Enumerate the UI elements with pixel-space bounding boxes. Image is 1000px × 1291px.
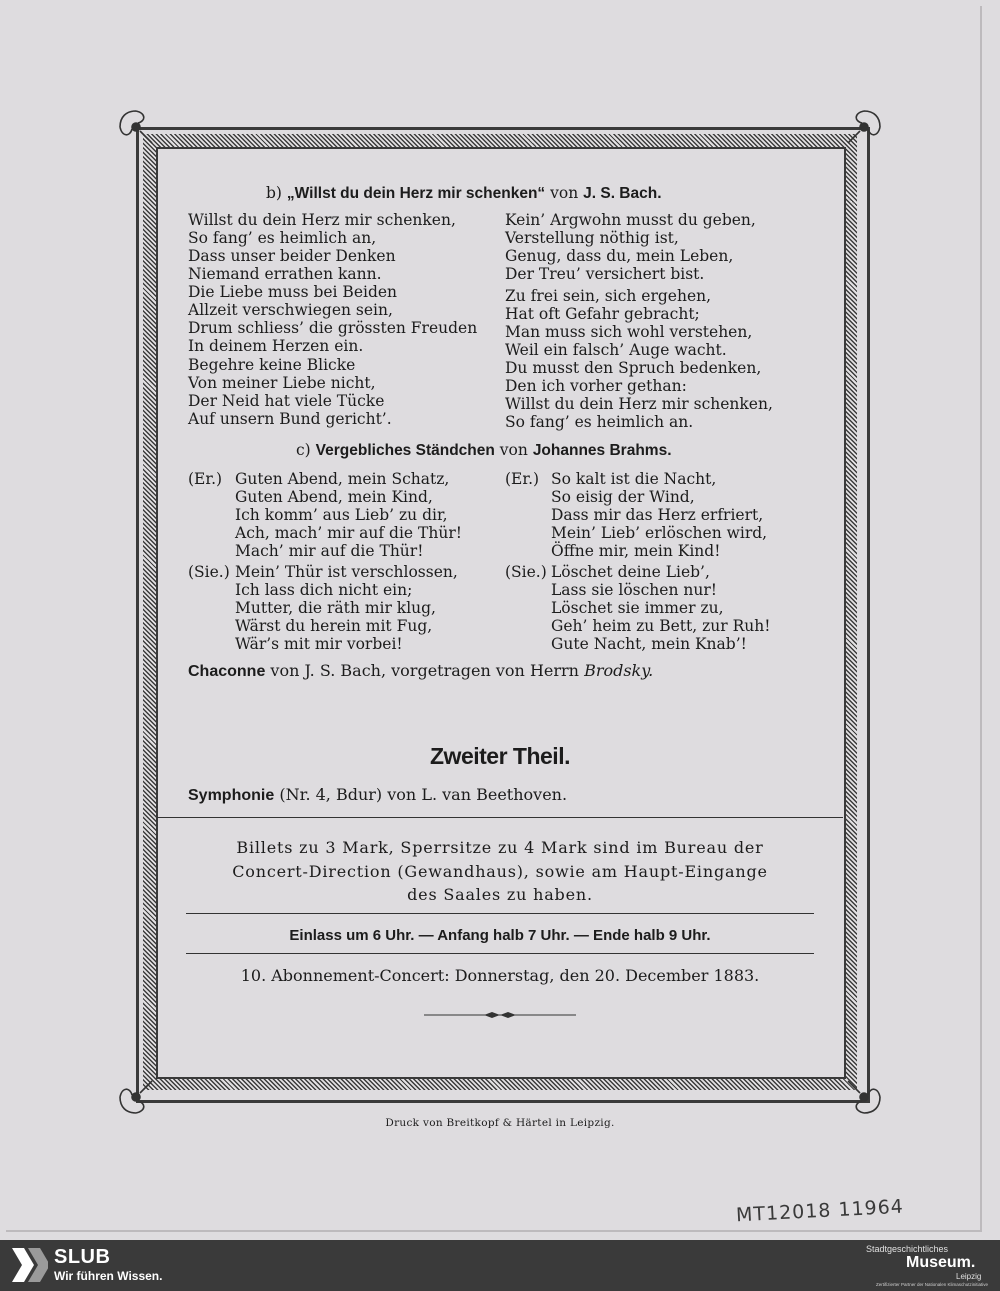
song-c-left-speaker-1: (Er.) [188, 470, 223, 488]
divider-rule [186, 953, 814, 954]
song-b-left-stanza-1: Willst du dein Herz mir schenken, So fang’ es heimlich an, Dass unser beider Denken Niemand errathen kann. Die Liebe muss bei Beiden Allzeit verschwiegen sein, Drum schliess’ die grössten Freuden In deinem Herzen ein. [188, 211, 478, 355]
library-slogan: Wir führen Wissen. [54, 1269, 163, 1283]
song-c-left-stanza-1: Guten Abend, mein Schatz, Guten Abend, mein Kind, Ich komm’ aus Lieb’ zu dir, Ach, mach’ mir auf die Thür! Mach’ mir auf die Thür! [235, 470, 462, 560]
symphony-line: Symphonie (Nr. 4, Bdur) von L. van Beethoven. [188, 785, 568, 804]
divider-rule [157, 817, 843, 818]
ticket-info: Billets zu 3 Mark, Sperrsitze zu 4 Mark sind im Bureau der Concert-Direction (Gewandhaus), sowie am Haupt-Eingange des Saales zu haben. [232, 838, 768, 904]
library-name: SLUB [54, 1246, 111, 1268]
song-b-heading: b) „Willst du dein Herz mir schenken“ von J. S. Bach. [266, 184, 662, 202]
song-b-left-stanza-2: Begehre keine Blicke Von meiner Liebe nicht, Der Neid hat viele Tücke Auf unsern Bund gericht’. [188, 356, 392, 428]
song-c-right-stanza-2: Löschet deine Lieb’, Lass sie löschen nur! Löschet sie immer zu, Geh’ heim zu Bett, zur Ruh! Gute Nacht, mein Knab’! [551, 563, 771, 653]
song-c-right-speaker-1: (Er.) [505, 470, 540, 488]
song-c-left-speaker-2: (Sie.) [188, 563, 230, 581]
digitization-footer [0, 1240, 1000, 1291]
song-c-right-stanza-1: So kalt ist die Nacht, So eisig der Wind, Dass mir das Herz erfriert, Mein’ Lieb’ erlöschen wird, Öffne mir, mein Kind! [551, 470, 768, 560]
shelfmark-annotation: MT12018 11964 [735, 1195, 905, 1227]
museum-name: Museum. [906, 1254, 976, 1271]
part-two-heading: Zweiter Theil. [430, 743, 570, 769]
song-c-left-stanza-2: Mein’ Thür ist verschlossen, Ich lass dich nicht ein; Mutter, die räth mir klug, Wärst du herein mit Fug, Wär’s mit mir vorbei! [235, 563, 458, 653]
corner-ornament-icon [116, 1077, 156, 1117]
slub-logo-icon [10, 1246, 48, 1284]
corner-ornament-icon [844, 107, 884, 147]
museum-label-small: Stadtgeschichtliches [866, 1244, 949, 1254]
divider-rule [186, 913, 814, 914]
song-c-right-speaker-2: (Sie.) [505, 563, 547, 581]
chaconne-line: Chaconne von J. S. Bach, vorgetragen von Herrn Brodsky. [188, 661, 654, 680]
museum-partner-note: Zertifizierter Partner der Nationalen Klimaschutzinitiative [876, 1282, 989, 1287]
museum-city: Leipzig [956, 1272, 982, 1281]
corner-ornament-icon [844, 1077, 884, 1117]
next-concert-notice: 10. Abonnement-Concert: Donnerstag, den 20. December 1883. [240, 966, 760, 985]
song-c-heading: c) Vergebliches Ständchen von Johannes Brahms. [296, 441, 672, 459]
corner-ornament-icon [116, 107, 156, 147]
schedule-times: Einlass um 6 Uhr. — Anfang halb 7 Uhr. — Ende halb 9 Uhr. [289, 927, 711, 944]
song-b-right-stanza-2: Zu frei sein, sich ergehen, Hat oft Gefahr gebracht; Man muss sich wohl verstehen, Weil ein falsch’ Auge wacht. Du musst den Spruch bedenken, Den ich vorher gethan: Willst du dein Herz mir schenken, So fang’ es heimlich an. [505, 287, 773, 431]
song-b-right-stanza-1: Kein’ Argwohn musst du geben, Verstellung nöthig ist, Genug, dass du, mein Leben, Der Treu’ versichert bist. [505, 211, 756, 283]
printer-imprint: Druck von Breitkopf & Härtel in Leipzig. [385, 1117, 615, 1129]
ornamental-rule-icon [424, 1010, 576, 1020]
